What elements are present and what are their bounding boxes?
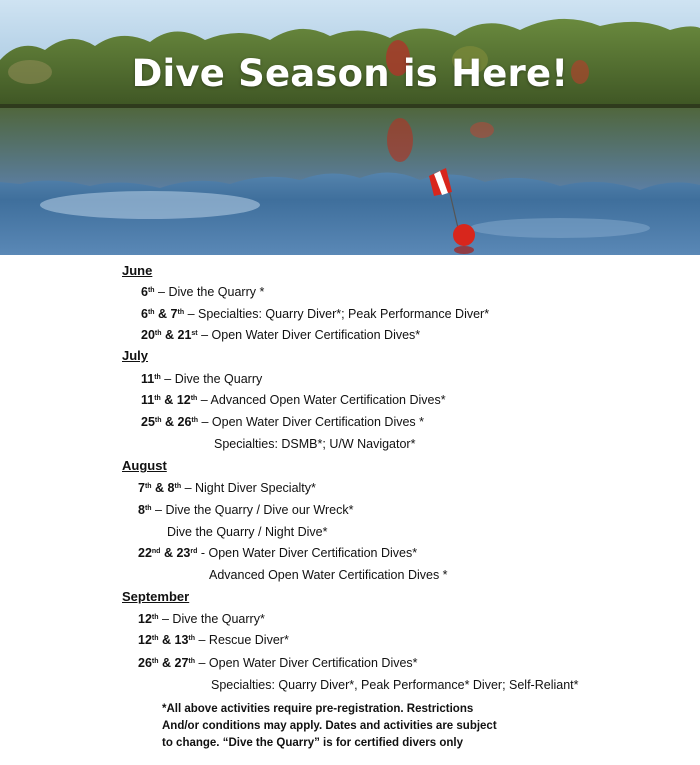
lake-landscape-image <box>0 0 700 255</box>
schedule-subitem: Specialties: DSMB*; U/W Navigator* <box>214 437 416 451</box>
schedule-item: 26th & 27th – Open Water Diver Certification Dives* <box>138 656 418 670</box>
schedule-item: 6th & 7th – Specialties: Quarry Diver*; Peak Performance Diver* <box>141 307 490 321</box>
date-label: 25th & 26th <box>141 415 199 429</box>
month-heading-august: August <box>122 458 167 473</box>
autumn-reflection <box>470 122 494 138</box>
date-label: 6th <box>141 285 155 299</box>
date-label: 11th <box>141 372 161 386</box>
date-label: 11th & 12th <box>141 393 198 407</box>
buoy-reflection <box>454 246 474 254</box>
autumn-reflection <box>387 118 413 162</box>
date-label: 7th & 8th <box>138 481 182 495</box>
shoreline <box>0 104 700 108</box>
schedule-item: 25th & 26th – Open Water Diver Certification Dives * <box>141 415 425 429</box>
schedule-item: 8th – Dive the Quarry / Dive our Wreck* <box>138 503 354 517</box>
tree-reflection <box>0 108 700 190</box>
schedule-subitem: Dive the Quarry / Night Dive* <box>167 525 328 539</box>
schedule-item: 6th – Dive the Quarry * <box>141 285 265 299</box>
schedule-item: 7th & 8th – Night Diver Specialty* <box>138 481 316 495</box>
schedule-item: 22nd & 23rd - Open Water Diver Certification Dives* <box>138 546 418 560</box>
date-label: 26th & 27th <box>138 656 196 670</box>
schedule-item: 11th – Dive the Quarry <box>141 372 263 386</box>
footnote-line: to change. “Dive the Quarry” is for certified divers only <box>162 737 463 749</box>
schedule-item: 12th & 13th – Rescue Diver* <box>138 633 289 647</box>
date-label: 12th & 13th <box>138 633 196 647</box>
month-heading-september: September <box>122 589 190 604</box>
buoy-icon <box>453 224 475 246</box>
cloud-reflection <box>470 218 650 238</box>
date-label: 20th & 21st <box>141 328 198 342</box>
date-label: 8th <box>138 503 152 517</box>
schedule-item: 20th & 21st – Open Water Diver Certification Dives* <box>141 328 421 342</box>
date-label: 22nd & 23rd <box>138 546 198 560</box>
footnote-line: And/or conditions may apply. Dates and activities are subject <box>162 720 497 732</box>
footnote-line: *All above activities require pre-registration. Restrictions <box>162 703 474 715</box>
hero-title: Dive Season is Here! <box>131 52 569 95</box>
schedule-subitem: Specialties: Quarry Diver*, Peak Performance* Diver; Self-Reliant* <box>211 678 579 692</box>
schedule-subitem: Advanced Open Water Certification Dives * <box>209 568 448 582</box>
month-heading-june: June <box>122 263 153 278</box>
schedule-item: 12th – Dive the Quarry* <box>138 612 265 626</box>
date-label: 6th & 7th <box>141 307 185 321</box>
schedule-item: 11th & 12th – Advanced Open Water Certification Dives* <box>141 393 446 407</box>
date-label: 12th <box>138 612 159 626</box>
registration-footnote <box>162 701 522 752</box>
hero-photo <box>0 0 700 255</box>
cloud-reflection <box>40 191 260 219</box>
month-heading-july: July <box>122 348 149 363</box>
